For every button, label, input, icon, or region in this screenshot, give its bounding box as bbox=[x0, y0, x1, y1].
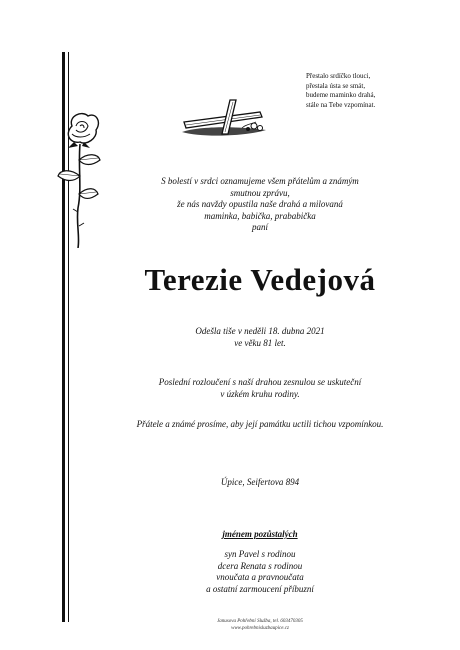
mourner-line: vnoučata a pravnoučata bbox=[216, 572, 304, 582]
intro-line: maminka, babička, prababička bbox=[204, 210, 316, 221]
mourners-heading bbox=[70, 528, 450, 540]
intro-line: paní bbox=[251, 222, 268, 232]
mourner-line: a ostatní zarmoucení příbuzní bbox=[206, 583, 314, 594]
mourners-heading-text: jménem pozůstalých bbox=[222, 529, 298, 539]
address: Úpice, Seifertova 894 bbox=[220, 477, 300, 487]
death-line: Odešla tiše v neděli 18. dubna 2021 bbox=[195, 326, 325, 336]
announcement-intro bbox=[70, 176, 450, 234]
death-line: ve věku 81 let. bbox=[234, 338, 286, 348]
mourner-line: syn Pavel s rodinou bbox=[224, 549, 296, 559]
farewell-line: v úzkém kruhu rodiny. bbox=[220, 389, 300, 399]
funeral-service-footer bbox=[70, 618, 450, 632]
mourners-list bbox=[70, 549, 450, 595]
deceased-name: Terezie Vedejová bbox=[144, 262, 376, 297]
mourner-line: dcera Renata s rodinou bbox=[217, 560, 303, 571]
footer-line: www.pohrebnisluzbaupice.cz bbox=[231, 626, 289, 631]
farewell-line: Poslední rozloučení s naší drahou zesnulou se uskuteční bbox=[158, 377, 362, 387]
death-info bbox=[70, 325, 450, 349]
intro-line: smutnou zprávu, bbox=[230, 187, 290, 198]
poem-line: stále na Tebe vzpomínat. bbox=[306, 100, 376, 109]
farewell-info bbox=[70, 376, 450, 400]
cross-icon bbox=[178, 98, 270, 138]
footer-line: Janusova Pohřební Služba, tel. 603470305 bbox=[217, 619, 303, 624]
intro-line: S bolestí v srdci oznamujeme všem přátelům a známým bbox=[161, 176, 359, 186]
poem-line: přestala ústa se smát, bbox=[306, 81, 366, 90]
poem-line: budeme maminko drahá, bbox=[306, 91, 376, 99]
poem bbox=[306, 72, 426, 110]
poem-line: Přestalo srdíčko tlouci, bbox=[306, 72, 371, 80]
intro-line: že nás navždy opustila naše drahá a milovaná bbox=[177, 199, 343, 209]
remembrance-request: Přátele a známé prosíme, aby její památku uctili tichou vzpomínkou. bbox=[136, 419, 384, 429]
